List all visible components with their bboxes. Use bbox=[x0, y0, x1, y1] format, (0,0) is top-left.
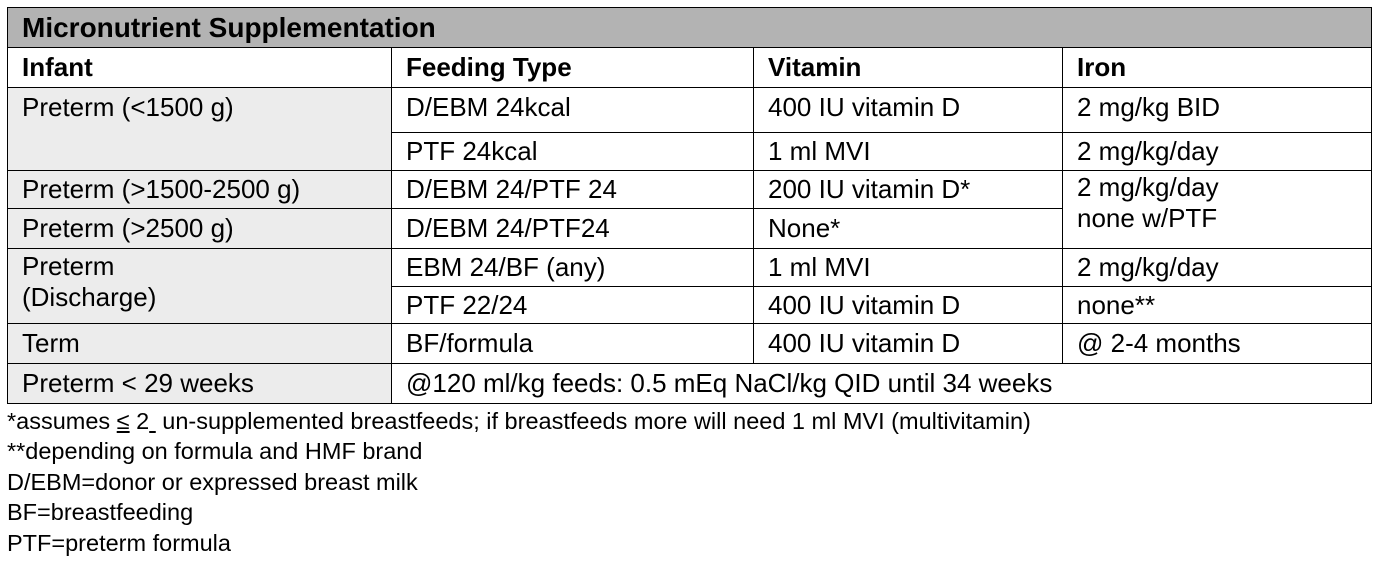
iron-cell: @ 2-4 months bbox=[1063, 324, 1372, 364]
le-symbol: ≤ bbox=[116, 408, 130, 434]
infant-cell: Term bbox=[8, 324, 392, 364]
iron-cell: none** bbox=[1063, 287, 1372, 324]
vitamin-cell: 200 IU vitamin D* bbox=[754, 171, 1063, 209]
iron-cell: 2 mg/kg/day bbox=[1063, 133, 1372, 171]
footnote-bf: BF=breastfeeding bbox=[7, 499, 194, 526]
footnote-text: 2 bbox=[129, 408, 150, 434]
footnotes bbox=[7, 406, 1031, 558]
header-iron: Iron bbox=[1063, 48, 1372, 88]
footnote-text: un-supplemented breastfeeds; if breastfeeds more will need 1 ml MVI (multivitamin) bbox=[155, 408, 1031, 434]
vitamin-cell: 1 ml MVI bbox=[754, 249, 1063, 287]
infant-cell: Preterm (>2500 g) bbox=[8, 209, 392, 249]
footnote-debm: D/EBM=donor or expressed breast milk bbox=[7, 468, 418, 495]
feeding-cell: D/EBM 24/PTF24 bbox=[392, 209, 754, 249]
vitamin-cell: 400 IU vitamin D bbox=[754, 88, 1063, 133]
feeding-cell: PTF 24kcal bbox=[392, 133, 754, 171]
infant-cell: Preterm (>1500-2500 g) bbox=[8, 171, 392, 209]
vitamin-cell: None* bbox=[754, 209, 1063, 249]
table-title: Micronutrient Supplementation bbox=[8, 8, 1372, 48]
footnote-assumes bbox=[7, 406, 1031, 436]
header-infant: Infant bbox=[8, 48, 392, 88]
infant-line: Preterm bbox=[22, 251, 115, 281]
infant-line: (Discharge) bbox=[22, 282, 157, 312]
vitamin-cell: 400 IU vitamin D bbox=[754, 287, 1063, 324]
header-feeding-type: Feeding Type bbox=[392, 48, 754, 88]
iron-cell: 2 mg/kg BID bbox=[1063, 88, 1372, 133]
iron-cell bbox=[1063, 171, 1372, 249]
micronutrient-table bbox=[7, 7, 1372, 404]
footnote-text: *assumes bbox=[7, 408, 117, 434]
header-vitamin: Vitamin bbox=[754, 48, 1063, 88]
vitamin-cell: 400 IU vitamin D bbox=[754, 324, 1063, 364]
feeding-cell: D/EBM 24/PTF 24 bbox=[392, 171, 754, 209]
feeding-cell: PTF 22/24 bbox=[392, 287, 754, 324]
feeding-cell: BF/formula bbox=[392, 324, 754, 364]
iron-line: 2 mg/kg/day bbox=[1077, 172, 1219, 202]
feeding-cell: EBM 24/BF (any) bbox=[392, 249, 754, 287]
iron-cell: 2 mg/kg/day bbox=[1063, 249, 1372, 287]
sodium-note-cell: @120 ml/kg feeds: 0.5 mEq NaCl/kg QID until 34 weeks bbox=[392, 364, 1372, 404]
footnote-formula: **depending on formula and HMF brand bbox=[7, 438, 423, 465]
infant-cell: Preterm (<1500 g) bbox=[8, 88, 392, 171]
footnote-ptf: PTF=preterm formula bbox=[7, 529, 231, 556]
iron-line: none w/PTF bbox=[1077, 203, 1218, 233]
infant-cell: Preterm < 29 weeks bbox=[8, 364, 392, 404]
infant-cell bbox=[8, 249, 392, 324]
feeding-cell: D/EBM 24kcal bbox=[392, 88, 754, 133]
vitamin-cell: 1 ml MVI bbox=[754, 133, 1063, 171]
